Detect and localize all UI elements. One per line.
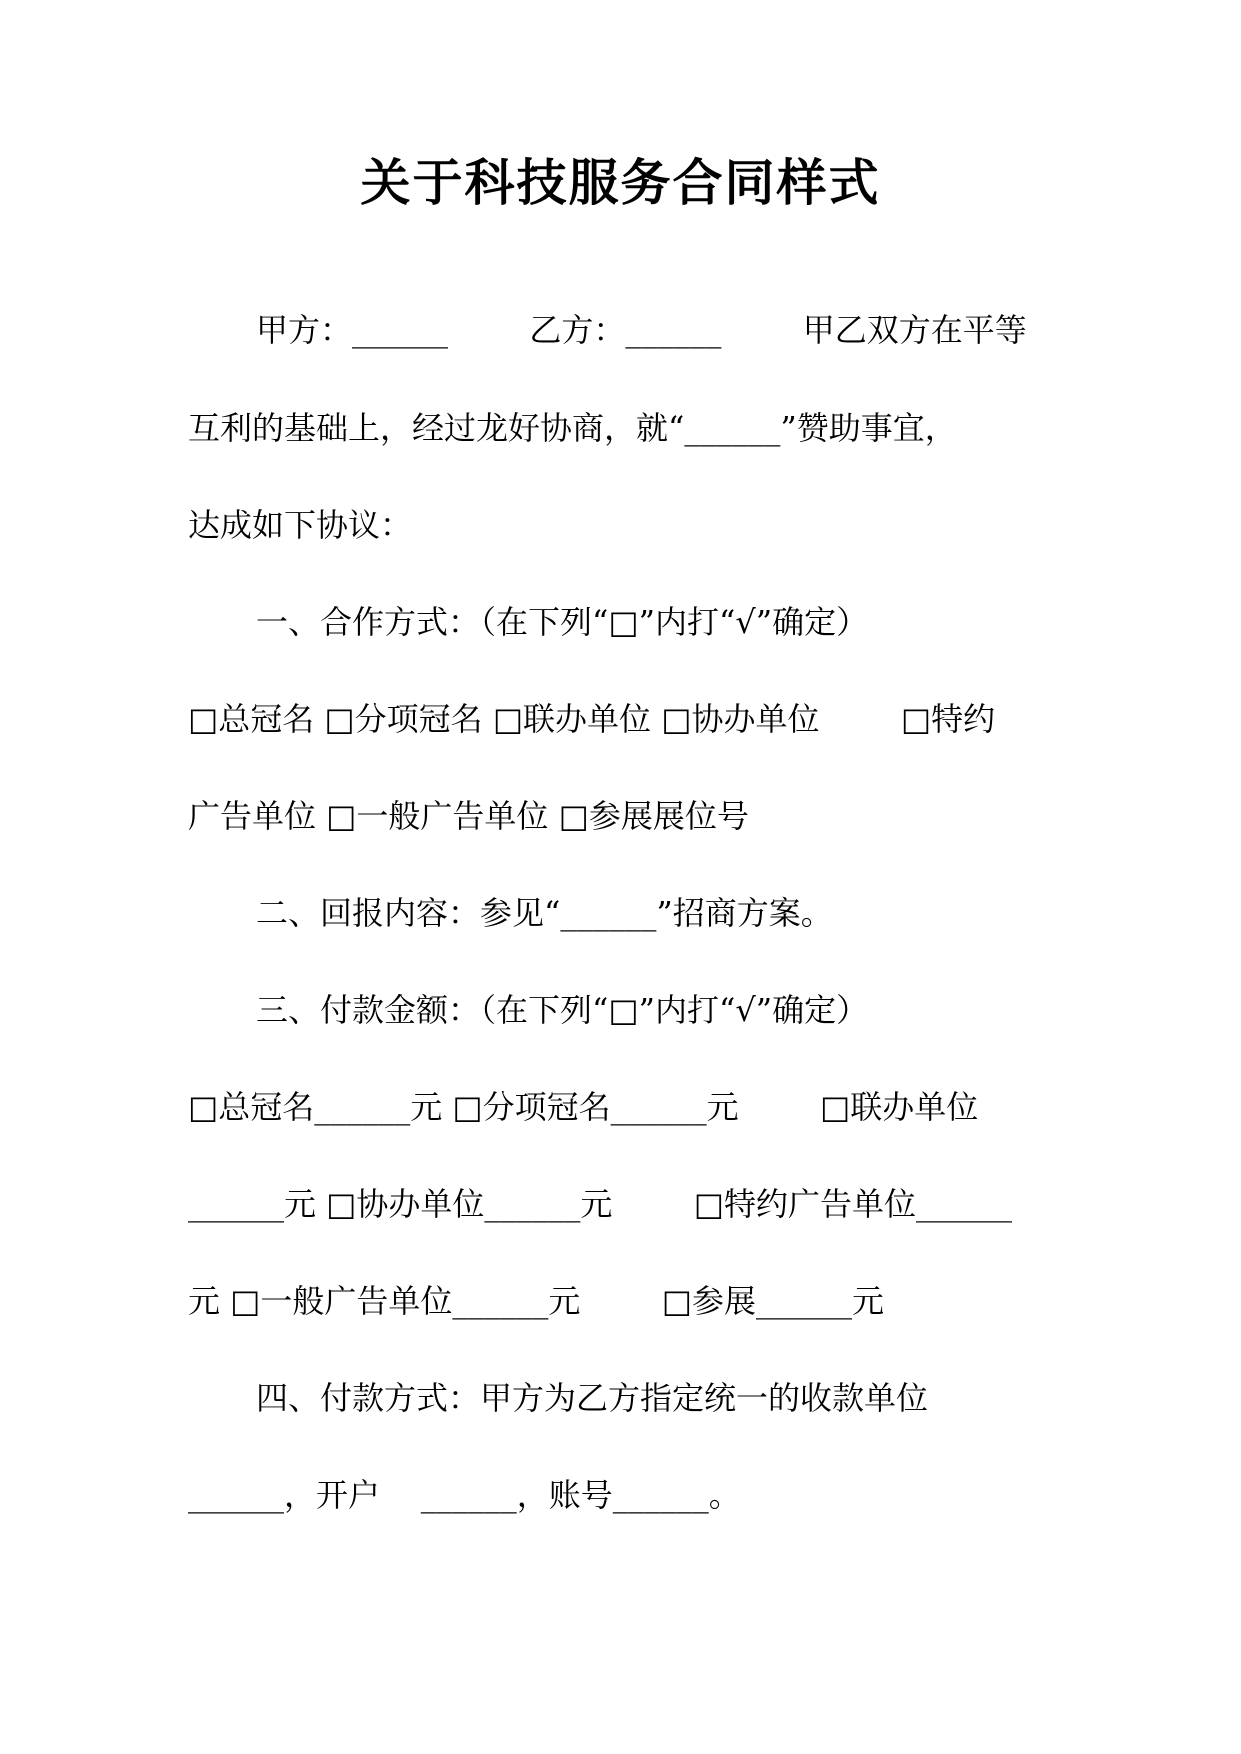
- section-heading-cooperation: 一、合作方式：（在下列“□”内打“√”确定）: [256, 603, 869, 641]
- paragraph-line-payment-2: ______，开户 ______，账号______。: [188, 1476, 741, 1514]
- paragraph-line-parties: 甲方：______ 乙方：______ 甲乙双方在平等: [256, 311, 1027, 349]
- paragraph-line-intro-3: 达成如下协议：: [188, 506, 413, 544]
- document-title: 关于科技服务合同样式: [360, 153, 881, 212]
- section-heading-return: 二、回报内容：参见“______”招商方案。: [256, 894, 833, 932]
- checkbox-line-amount-2: ______元 □协办单位______元 □特约广告单位______: [188, 1185, 1013, 1223]
- checkbox-line-amount-1: □总冠名______元 □分项冠名______元 □联办单位: [188, 1088, 979, 1126]
- section-heading-payment: 四、付款方式：甲方为乙方指定统一的收款单位: [256, 1379, 929, 1417]
- checkbox-line-cooperation-2: 广告单位 □一般广告单位 □参展展位号: [188, 797, 749, 835]
- checkbox-line-cooperation-1: □总冠名 □分项冠名 □联办单位 □协办单位 □特约: [188, 700, 996, 738]
- section-heading-amount: 三、付款金额：（在下列“□”内打“√”确定）: [256, 991, 869, 1029]
- checkbox-line-amount-3: 元 □一般广告单位______元 □参展______元: [188, 1282, 885, 1320]
- paragraph-line-intro-2: 互利的基础上，经过龙好协商，就“______”赞助事宜，: [188, 409, 957, 447]
